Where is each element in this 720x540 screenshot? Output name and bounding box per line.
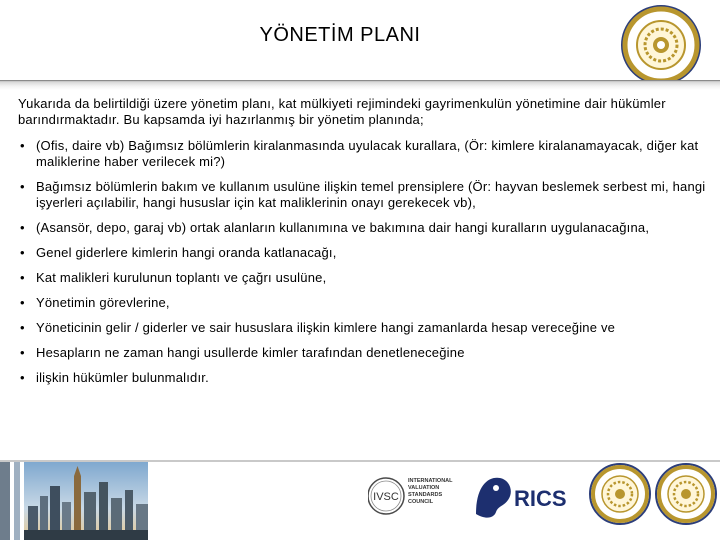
bullet-item: • Bağımsız bölümlerin bakım ve kullanım usulüne ilişkin temel prensiplere (Ör: hayvan beslemek serbest mi, hangi işyerleri açılabilir, hangi hususlar için kat maliklerinin onayı gerekecek vb), [18, 179, 708, 211]
rics-logo [470, 466, 578, 526]
ivsc-emblem-icon [368, 470, 460, 522]
title-divider-line [0, 80, 720, 81]
title-divider [0, 80, 720, 90]
university-seal-icon [654, 462, 718, 526]
ivsc-label: IVSC [373, 491, 399, 503]
ivsc-logo [368, 470, 460, 522]
bullet-item: • Hesapların ne zaman hangi usullerde kimler tarafından denetleneceğine [18, 345, 708, 361]
footer-stripe [0, 462, 10, 540]
rics-lion-icon [470, 466, 578, 526]
university-seal-icon [620, 4, 702, 86]
bullet-item: • Genel giderlere kimlerin hangi oranda katlanacağı, [18, 245, 708, 261]
slide-header [0, 0, 720, 90]
slide-body [18, 96, 708, 395]
rics-label: RICS [514, 486, 567, 511]
bullet-item: • Yöneticinin gelir / giderler ve sair hususlara ilişkin kimlere hangi zamanlarda hesap vereceğine ve [18, 320, 708, 336]
university-seal-icon [588, 462, 652, 526]
ivsc-caption: INTERNATIONAL VALUATION STANDARDS COUNCIL [408, 478, 453, 505]
bullet-item: • Kat malikleri kurulunun toplantı ve çağrı usulüne, [18, 270, 708, 286]
bullet-item: • ilişkin hükümler bulunmalıdır. [18, 370, 708, 386]
footer-stripe [14, 462, 20, 540]
intro-paragraph: Yukarıda da belirtildiği üzere yönetim planı, kat mülkiyeti rejimindeki gayrimenkulün yönetimine dair hükümler barındırmaktadır. Bu kapsamda iyi hazırlanmış bir yönetim planında; [18, 96, 666, 127]
bullet-list [18, 138, 708, 386]
bullet-item: • (Ofis, daire vb) Bağımsız bölümlerin kiralanmasında uyulacak kurallara, (Ör: kimlere kiralanamayacak, diğer kat maliklerine haber verilecek mi?) [18, 138, 708, 170]
page-title: YÖNETİM PLANI [259, 24, 421, 46]
city-skyline-image [24, 462, 148, 540]
bullet-item: • (Asansör, depo, garaj vb) ortak alanların kullanımına ve bakımına dair hangi kuralların uygulanacağına, [18, 220, 708, 236]
bullet-item: • Yönetimin görevlerine, [18, 295, 708, 311]
